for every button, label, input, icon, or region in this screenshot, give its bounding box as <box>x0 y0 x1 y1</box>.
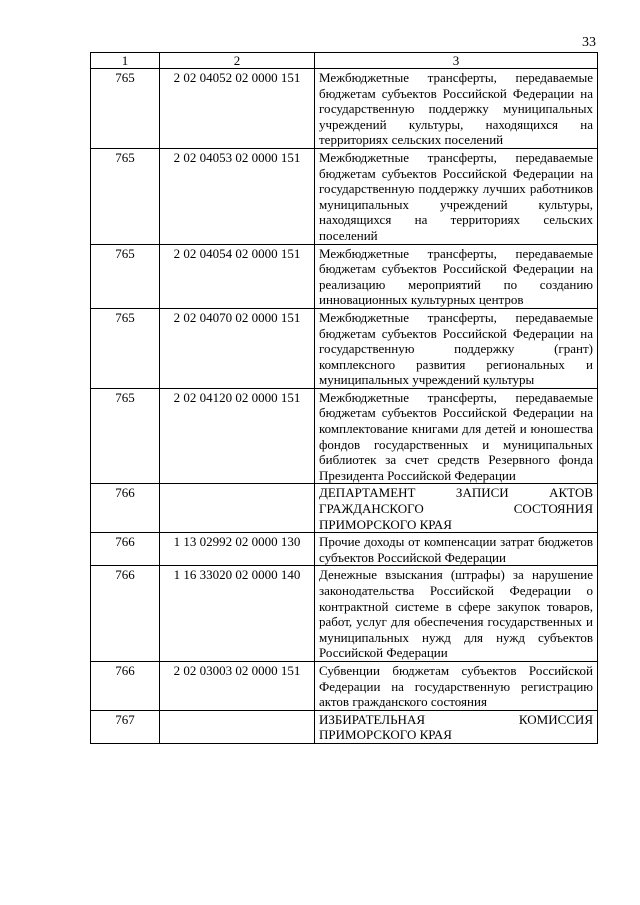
revenue-name-cell: Межбюджетные трансферты, передаваемые бюджетам субъектов Российской Федерации на реализацию мероприятий по созданию инновационных культурных центров <box>315 244 598 308</box>
table-row <box>91 533 598 566</box>
budget-code-cell: 2 02 03003 02 0000 151 <box>160 661 315 710</box>
revenue-name-cell: Денежные взыскания (штрафы) за нарушение законодательства Российской Федерации о контрактной системе в сфере закупок товаров, работ, услуг для обеспечения государственных и муниципальных нужд для нужд субъектов Российской Федерации <box>315 566 598 662</box>
admin-code-cell: 765 <box>91 69 160 149</box>
revenue-name-cell: Межбюджетные трансферты, передаваемые бюджетам субъектов Российской Федерации на государственную поддержку лучших работников муниципальных учреждений культуры, находящихся на территориях сельских поселений <box>315 148 598 244</box>
page-number: 33 <box>582 35 596 50</box>
table-row <box>91 388 598 484</box>
column-header-1: 1 <box>91 53 160 69</box>
table-row <box>91 244 598 308</box>
table-row <box>91 484 598 533</box>
budget-code-cell: 2 02 04070 02 0000 151 <box>160 308 315 388</box>
table-row <box>91 308 598 388</box>
revenue-name-cell: Межбюджетные трансферты, передаваемые бюджетам субъектов Российской Федерации на государственную поддержку муниципальных учреждений культуры, находящихся на территориях сельских поселений <box>315 69 598 149</box>
revenue-name-cell: Субвенции бюджетам субъектов Российской Федерации на государственную регистрацию актов гражданского состояния <box>315 661 598 710</box>
table-row <box>91 710 598 743</box>
revenue-name-cell: ИЗБИРАТЕЛЬНАЯ КОМИССИЯ ПРИМОРСКОГО КРАЯ <box>315 710 598 743</box>
admin-code-cell: 765 <box>91 244 160 308</box>
admin-code-cell: 765 <box>91 388 160 484</box>
budget-code-cell: 2 02 04052 02 0000 151 <box>160 69 315 149</box>
budget-code-cell: 2 02 04054 02 0000 151 <box>160 244 315 308</box>
admin-code-cell: 765 <box>91 148 160 244</box>
table-header-row <box>91 53 598 69</box>
budget-code-cell: 2 02 04120 02 0000 151 <box>160 388 315 484</box>
revenue-name-cell: Прочие доходы от компенсации затрат бюджетов субъектов Российской Федерации <box>315 533 598 566</box>
admin-code-cell: 766 <box>91 566 160 662</box>
admin-code-cell: 766 <box>91 661 160 710</box>
admin-code-cell: 766 <box>91 533 160 566</box>
budget-code-cell: 2 02 04053 02 0000 151 <box>160 148 315 244</box>
revenue-name-cell: Межбюджетные трансферты, передаваемые бюджетам субъектов Российской Федерации на комплектование книгами для детей и юношества фондов государственных и муниципальных библиотек за счет средств Резервного фонда Президента Российской Федерации <box>315 388 598 484</box>
budget-code-cell: 1 13 02992 02 0000 130 <box>160 533 315 566</box>
admin-code-cell: 765 <box>91 308 160 388</box>
table-row <box>91 566 598 662</box>
column-header-3: 3 <box>315 53 598 69</box>
budget-code-cell <box>160 710 315 743</box>
revenue-name-cell: ДЕПАРТАМЕНТ ЗАПИСИ АКТОВ ГРАЖДАНСКОГО СОСТОЯНИЯ ПРИМОРСКОГО КРАЯ <box>315 484 598 533</box>
budget-classification-table <box>90 52 598 744</box>
budget-code-cell: 1 16 33020 02 0000 140 <box>160 566 315 662</box>
table-row <box>91 148 598 244</box>
column-header-2: 2 <box>160 53 315 69</box>
admin-code-cell: 767 <box>91 710 160 743</box>
table-row <box>91 661 598 710</box>
revenue-name-cell: Межбюджетные трансферты, передаваемые бюджетам субъектов Российской Федерации на государственную поддержку (грант) комплексного развития региональных и муниципальных учреждений культуры <box>315 308 598 388</box>
budget-code-cell <box>160 484 315 533</box>
admin-code-cell: 766 <box>91 484 160 533</box>
table-row <box>91 69 598 149</box>
